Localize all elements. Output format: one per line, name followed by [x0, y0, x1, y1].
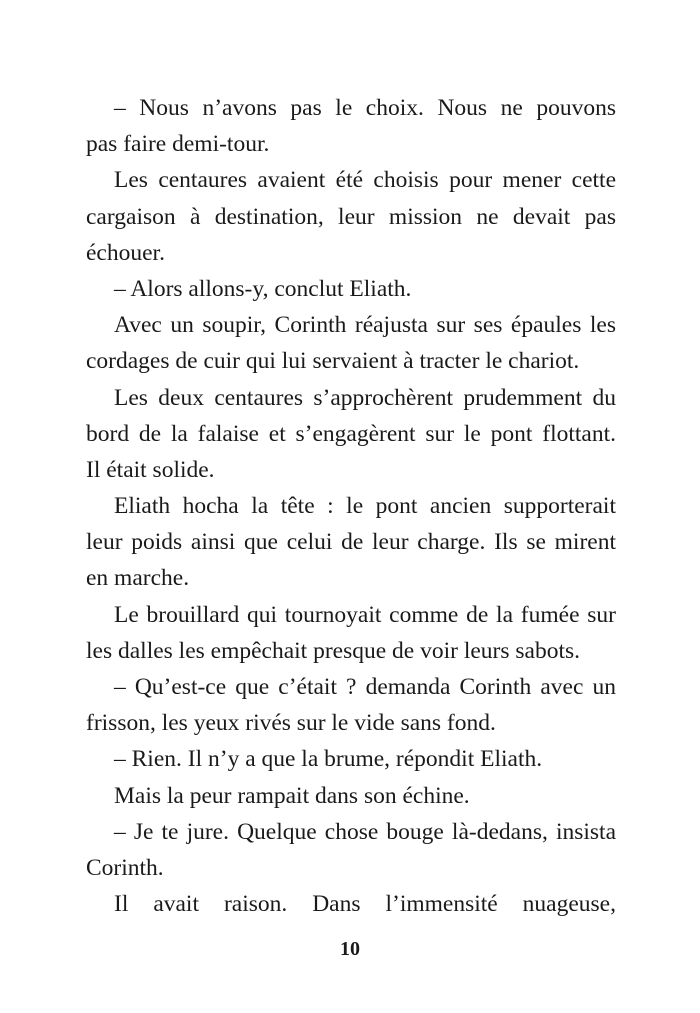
text-line: Les centaures avaient été choisis pour mener cette	[114, 167, 616, 194]
text-line: – Alors allons-y, conclut Eliath.	[114, 275, 412, 302]
text-line: cordages de cuir qui lui servaient à tracter le chariot.	[86, 348, 580, 375]
text-line: Avec un soupir, Corinth réajusta sur ses épaules les	[114, 312, 616, 339]
text-line: – Rien. Il n’y a que la brume, répondit Eliath.	[114, 746, 543, 773]
book-page-text	[86, 90, 616, 922]
text-line: Mais la peur rampait dans son échine.	[114, 782, 470, 809]
page-number: 10	[340, 938, 360, 960]
text-line: Il était solide.	[86, 456, 215, 483]
text-line: – Nous n’avons pas le choix. Nous ne pouvons	[114, 95, 616, 121]
text-line: – Qu’est-ce que c’était ? demanda Corinth avec un	[114, 674, 616, 700]
text-line: frisson, les yeux rivés sur le vide sans fond.	[86, 710, 496, 737]
text-line: pas faire demi-tour.	[86, 131, 270, 158]
text-line: cargaison à destination, leur mission ne devait pas	[86, 203, 616, 230]
text-line: leur poids ainsi que celui de leur charge. Ils se mirent	[86, 529, 616, 556]
text-line: – Je te jure. Quelque chose bouge là-dedans, insista	[114, 818, 616, 845]
text-line: Le brouillard qui tournoyait comme de la fumée sur	[114, 601, 616, 628]
text-line: les dalles les empêchait presque de voir leurs sabots.	[86, 637, 581, 664]
text-line: bord de la falaise et s’engagèrent sur le pont flottant.	[86, 420, 616, 447]
text-line: en marche.	[86, 565, 190, 592]
text-line: Les deux centaures s’approchèrent prudemment du	[114, 384, 616, 411]
text-line: Eliath hocha la tête : le pont ancien supporterait	[114, 493, 616, 520]
text-line: Corinth.	[86, 854, 164, 881]
text-line: Il avait raison. Dans l’immensité nuageuse,	[114, 891, 616, 918]
text-line: échouer.	[86, 239, 165, 266]
